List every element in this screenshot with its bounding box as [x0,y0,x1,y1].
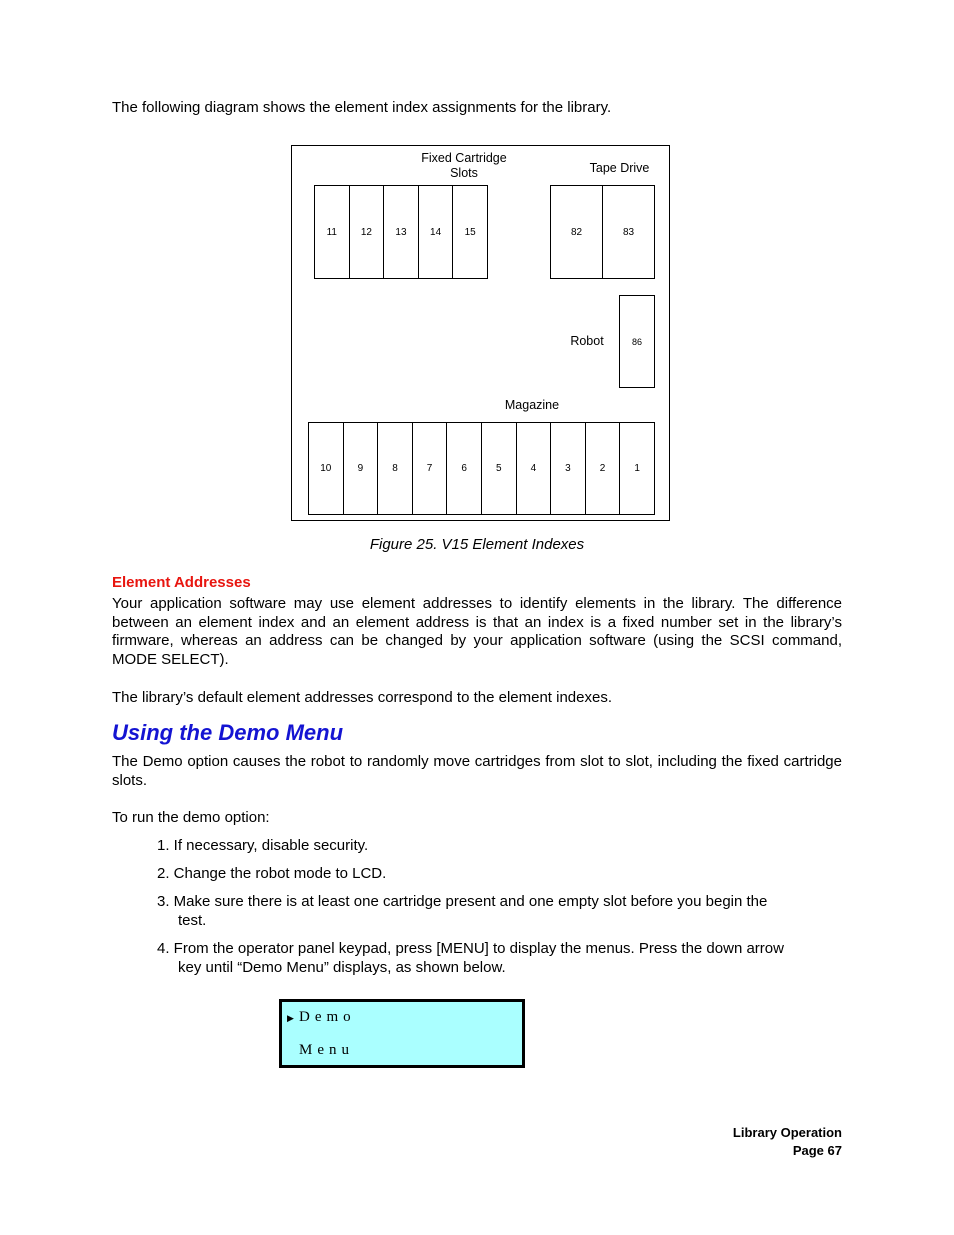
magazine-slot: 8 [378,423,413,514]
step-4-line2: key until “Demo Menu” displays, as shown below. [178,958,506,976]
default-addresses-paragraph: The library’s default element addresses correspond to the element indexes. [112,689,613,706]
cursor-arrow-icon: ▶ [287,1013,294,1023]
tape-drive-label: Tape Drive [589,161,650,175]
step-2: 2. Change the robot mode to LCD. [157,865,387,882]
fixed-slots-label-line2: Slots [450,166,478,180]
run-demo-intro: To run the demo option: [112,809,270,826]
magazine-slot: 9 [344,423,379,514]
step-3 [157,893,837,930]
fixed-slot: 11 [315,186,350,278]
magazine-slot: 1 [634,463,640,474]
fixed-slots-group [314,185,488,279]
step-3-line2: test. [178,911,207,929]
robot-slot: 86 [631,336,642,347]
intro-paragraph: The following diagram shows the element index assignments for the library. [112,99,612,116]
fixed-slot: 12 [350,186,385,278]
step-1: 1. If necessary, disable security. [157,837,369,854]
fixed-slot: 13 [384,186,419,278]
tape-drive-slot: 83 [622,226,635,238]
magazine-group [308,422,655,515]
element-addresses-paragraph: Your application software may use element addresses to identify elements in the library. The difference between an element index and an element address is that an index is a fixed number set in the library’s firmware, whereas an address can be changed by your application software (using the SCSI command, MODE SELECT). [112,595,842,668]
lcd-line-1: Demo [299,1009,356,1025]
step-4-line1: 4. From the operator panel keypad, press [MENU] to display the menus. Press the down arrow [157,940,784,957]
tape-drive-group [550,185,655,279]
demo-menu-heading: Using the Demo Menu [112,720,344,745]
lcd-display [279,999,525,1068]
tape-drive-slot: 82 [551,186,603,278]
footer-page-number: Page 67 [792,1143,842,1158]
magazine-label: Magazine [504,398,560,412]
figure-caption: Figure 25. V15 Element Indexes [369,536,585,553]
magazine-slot: 4 [517,423,552,514]
robot-label: Robot [570,334,604,348]
magazine-slot: 6 [447,423,482,514]
demo-description-paragraph: The Demo option causes the robot to randomly move cartridges from slot to slot, including the fixed cartridge slots. [112,753,842,789]
step-4 [157,940,837,977]
element-addresses-heading: Element Addresses [112,574,251,591]
footer-section: Library Operation [732,1125,842,1140]
fixed-slot: 14 [419,186,454,278]
magazine-slot: 10 [309,423,344,514]
lcd-line-2: Menu [299,1042,354,1058]
fixed-slot: 15 [464,226,476,238]
step-3-line1: 3. Make sure there is at least one cartridge present and one empty slot before you begin the [157,893,768,910]
magazine-slot: 5 [482,423,517,514]
element-index-diagram [291,145,670,521]
magazine-slot: 7 [413,423,448,514]
fixed-slots-label [404,151,524,181]
robot-box [619,295,655,388]
magazine-slot: 2 [586,423,621,514]
magazine-slot: 3 [551,423,586,514]
fixed-slots-label-line1: Fixed Cartridge [421,151,507,165]
